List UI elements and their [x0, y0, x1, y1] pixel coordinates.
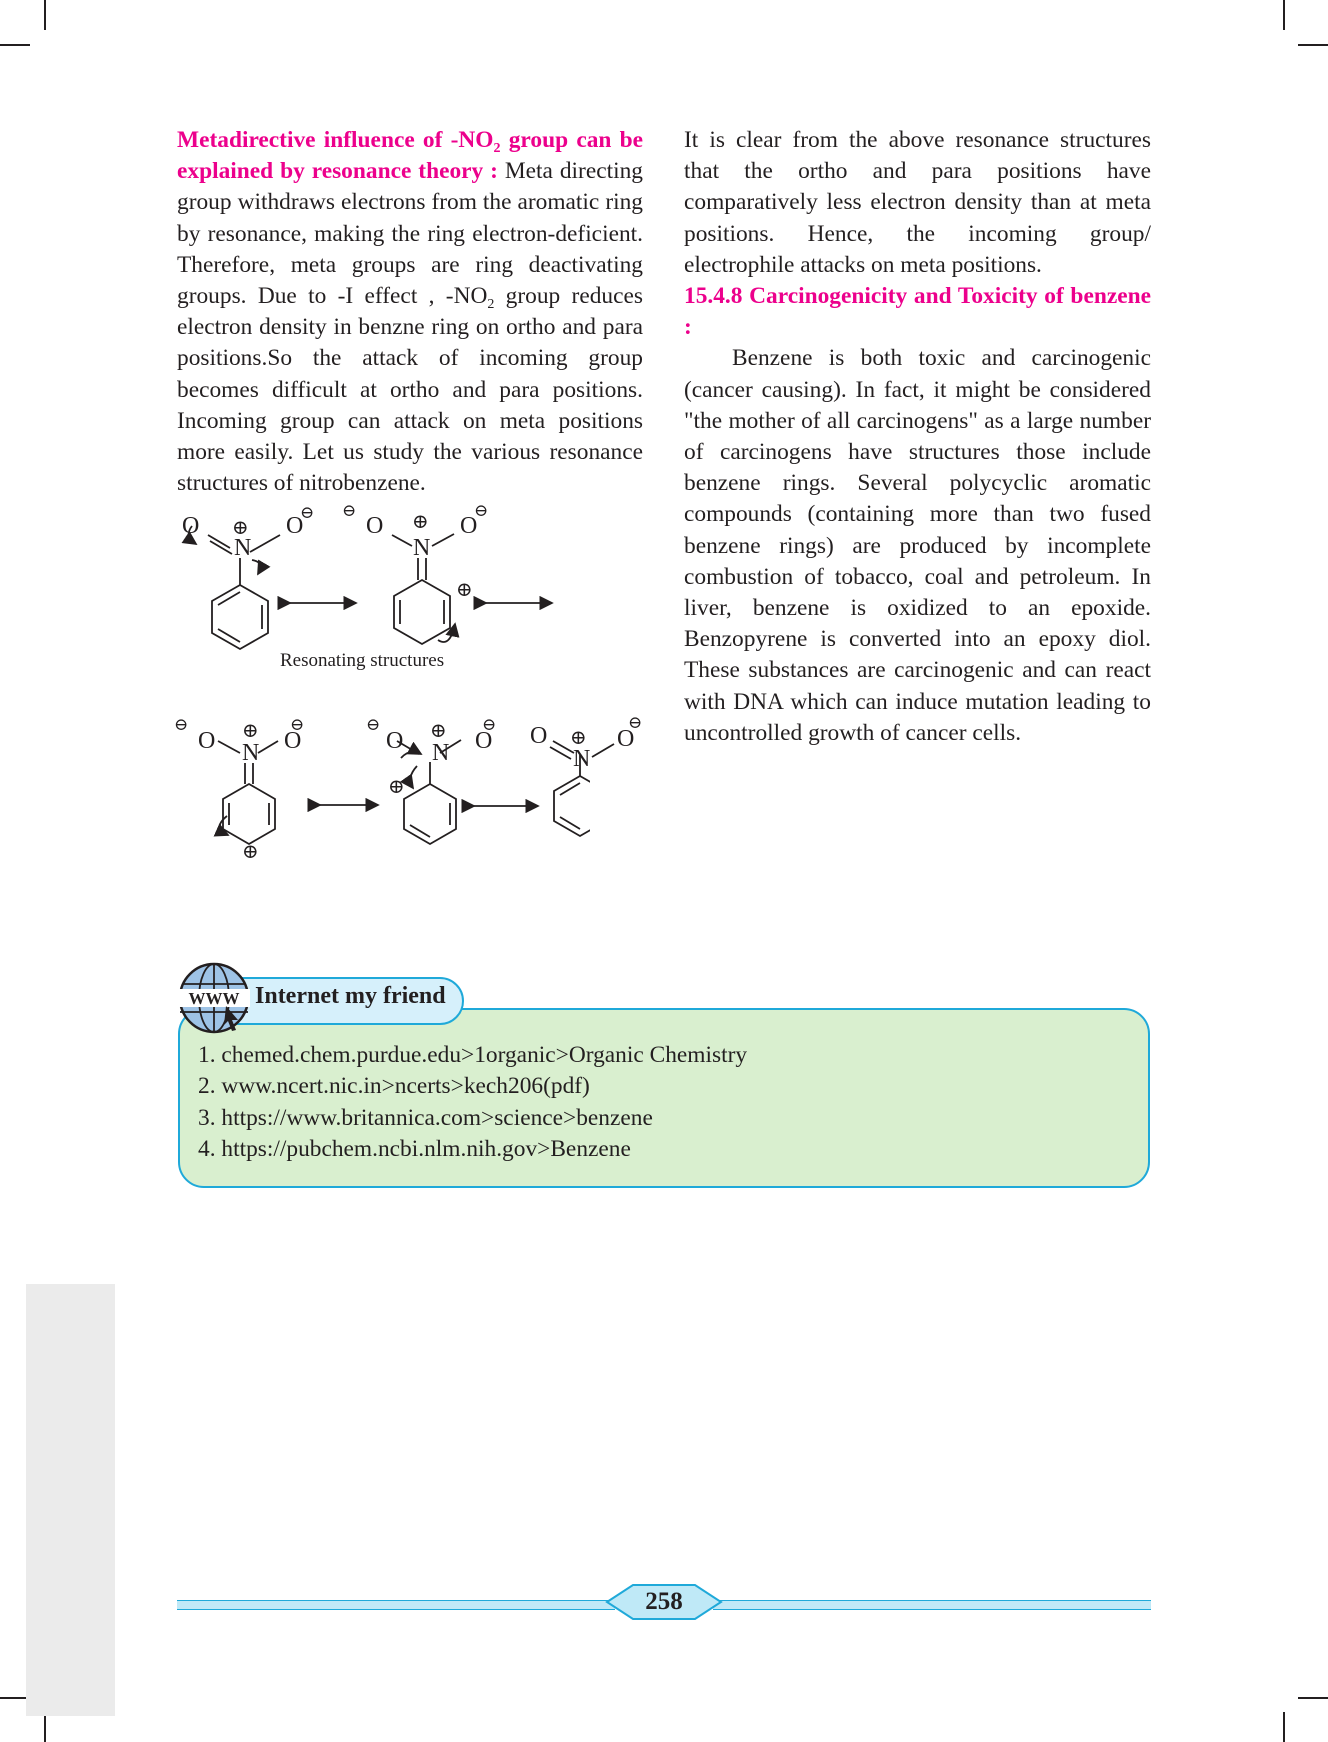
resonance-conclusion: It is clear from the above resonance structures that the ortho and para positions have comparatively less electron density than at meta positions. Hence, the incoming group/ electrophile attacks on meta positions.: [684, 127, 1151, 278]
charge-label: ⊖: [342, 501, 357, 520]
internet-box-title: Internet my friend: [255, 983, 446, 1009]
globe-icon: [176, 960, 252, 1036]
atom-label: O: [460, 513, 478, 539]
atom-label: N: [242, 740, 260, 766]
charge-label: ⊖: [300, 503, 315, 522]
charge-label: ⊕: [456, 579, 473, 601]
atom-label: O: [286, 513, 304, 539]
charge-label: ⊕: [412, 511, 429, 533]
charge-label: ⊖: [366, 715, 381, 734]
crop-mark: [1298, 1697, 1328, 1699]
atom-label: O: [366, 513, 384, 539]
crop-mark: [0, 44, 30, 46]
internet-link[interactable]: 2. www.ncert.nic.in>ncerts>kech206(pdf): [198, 1073, 590, 1100]
charge-label: ⊕: [242, 841, 259, 858]
benzene-ring: [394, 580, 450, 644]
resonance-figure: [170, 498, 590, 858]
metadirective-paragraph: Metadirective influence of $-NO_2$ group can be explained by resonance theory : Meta directing group withdraws electrons from the aromatic ring by resonance, making the ring electron-deficient. Therefore, meta groups are ring deactivating groups. Due to -I effect , $-NO_2$ group reduces electron density in benzne ring on ortho and para positions.So the attack of incoming group becomes difficult at ortho and para positions. Incoming group can attack on meta positions more easily. Let us study the various resonance structures of nitrobenzene.: [177, 127, 644, 497]
internet-link[interactable]: 3. https://www.britannica.com>science>benzene: [198, 1104, 653, 1131]
footer-rule-left: [177, 1600, 615, 1610]
crop-mark: [44, 1712, 46, 1742]
benzene-ring: [223, 784, 275, 844]
page-number: 258: [645, 1588, 683, 1615]
internet-link-list: [198, 1040, 747, 1166]
left-column: [177, 125, 643, 499]
crop-mark: [1283, 1712, 1285, 1742]
atom-label: O: [284, 728, 302, 754]
structure-4: [397, 740, 461, 844]
charge-label: ⊕: [232, 517, 249, 539]
metadirective-heading: Metadirective influence of $-NO_2$ group can be explained by resonance theory :: [177, 127, 644, 185]
charge-label: ⊖: [174, 715, 189, 734]
benzene-ring: [212, 585, 268, 649]
figure-caption: Resonating structures: [280, 650, 445, 671]
crop-mark: [44, 0, 46, 30]
charge-label: ⊕: [388, 776, 405, 798]
crop-mark: [1298, 44, 1328, 46]
atom-label: O: [530, 723, 548, 749]
side-tab: [26, 1284, 115, 1716]
atom-label: N: [413, 535, 431, 561]
carcinogenicity-paragraph: Benzene is both toxic and carcinogenic (cancer causing). In fact, it might be considered "the mother of all carcinogens" as a large number of carcinogens have structures those include benzene rings. Several polycyclic aromatic compounds (containing more than two fused benzene rings) are produced by incomplete combustion of tobacco, coal and petroleum. In liver, benzene is oxidized to an epoxide. Benzopyrene is converted into an epoxy diol. These substances are carcinogenic and can react with DNA which can induce mutation leading to uncontrolled growth of cancer cells.: [684, 345, 1151, 746]
charge-label: ⊕: [570, 727, 587, 749]
internet-link[interactable]: 4. https://pubchem.ncbi.nlm.nih.gov>Benzene: [198, 1136, 631, 1163]
charge-label: ⊕: [430, 720, 447, 742]
charge-label: ⊖: [290, 715, 305, 734]
atom-label: O: [475, 728, 493, 754]
crop-mark: [1283, 0, 1285, 30]
atom-label: O: [386, 728, 404, 754]
charge-label: ⊖: [628, 713, 643, 732]
atom-label: N: [432, 740, 450, 766]
right-column: [684, 125, 1151, 749]
charge-label: ⊕: [242, 720, 259, 742]
benzene-ring: [554, 776, 590, 836]
internet-link[interactable]: 1. chemed.chem.purdue.edu>1organic>Organic Chemistry: [198, 1042, 748, 1068]
charge-label: ⊖: [474, 501, 489, 520]
resonance-figure-right: [510, 700, 650, 770]
globe-icon-label: WWW: [188, 989, 240, 1008]
atom-label: O: [617, 726, 635, 752]
atom-label: N: [573, 746, 591, 770]
charge-label: ⊖: [482, 715, 497, 734]
section-heading: 15.4.8 Carcinogenicity and Toxicity of benzene :: [684, 283, 1151, 341]
atom-label: N: [234, 535, 252, 561]
atom-label: O: [198, 728, 216, 754]
benzene-ring: [404, 784, 456, 844]
atom-label: O: [182, 513, 200, 539]
footer-rule-right: [713, 1600, 1151, 1610]
